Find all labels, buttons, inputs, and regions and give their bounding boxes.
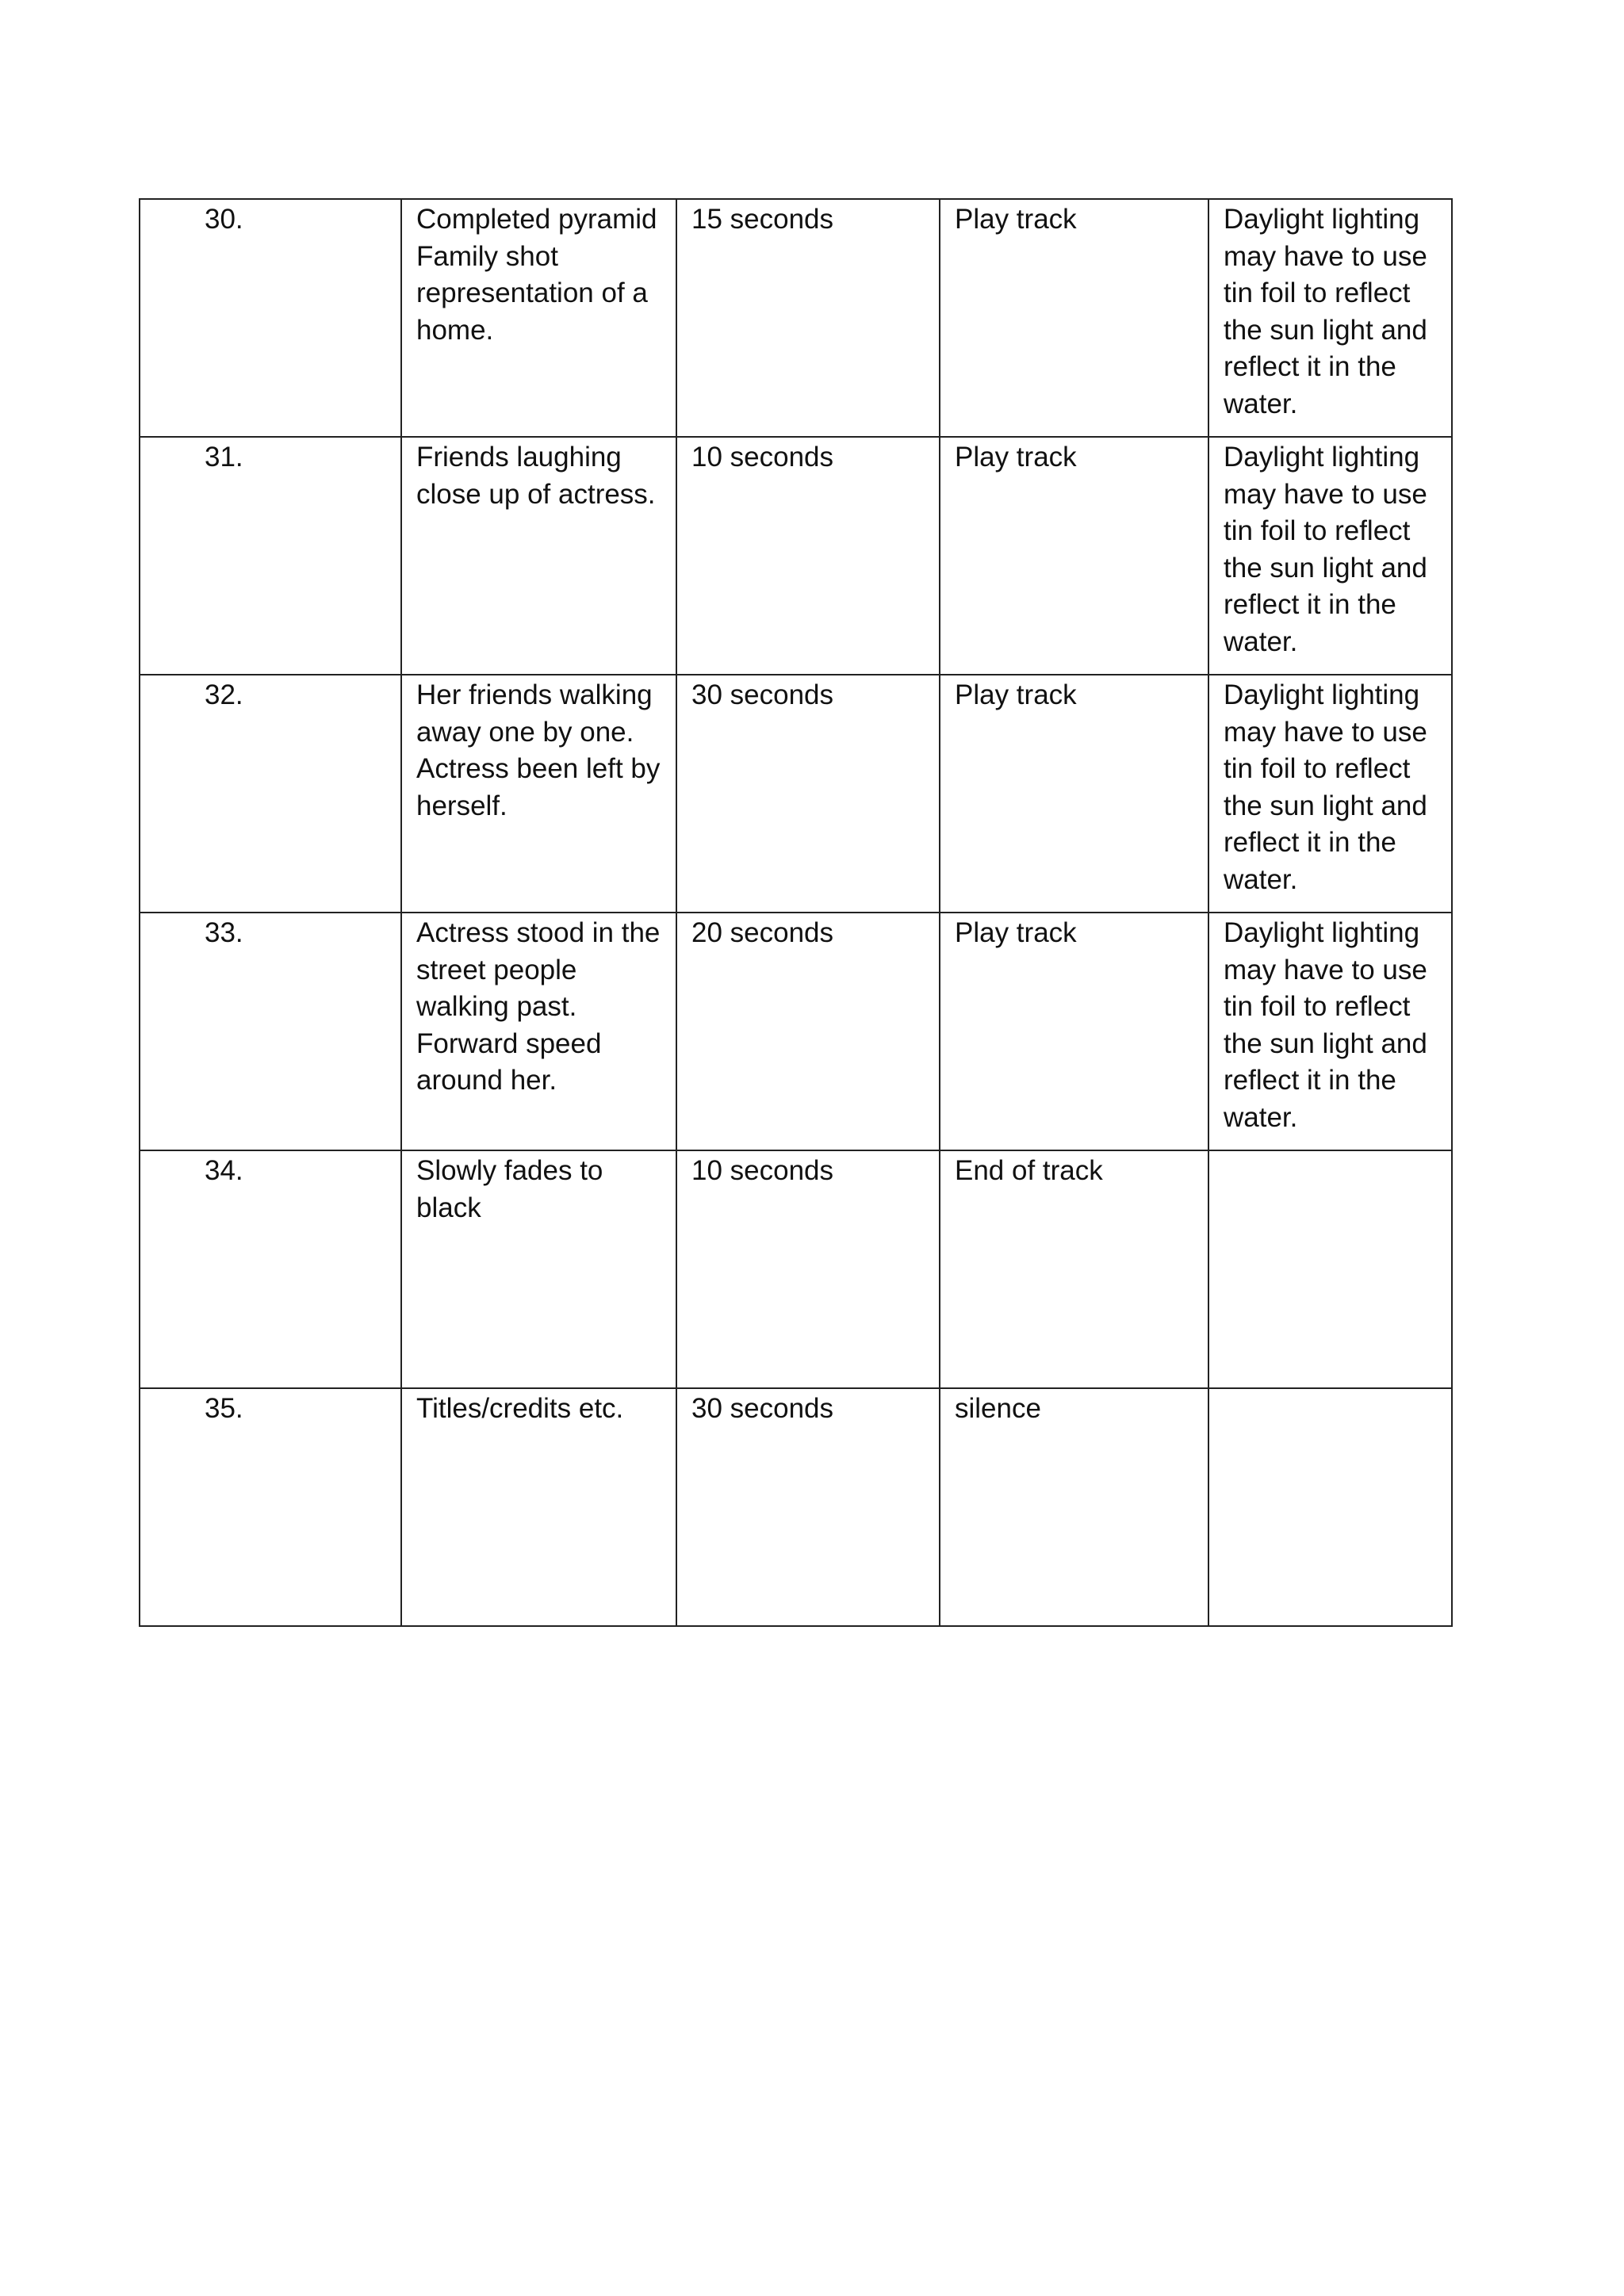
shot-number-cell: 30. <box>140 199 401 437</box>
shot-duration-cell: 30 seconds <box>676 675 940 913</box>
shot-description-cell: Completed pyramid Family shot representation of a home. <box>401 199 676 437</box>
shot-description-cell: Slowly fades to black <box>401 1150 676 1388</box>
table-row <box>140 1150 1452 1388</box>
shot-description-cell: Titles/credits etc. <box>401 1388 676 1626</box>
shot-sound-cell: Play track <box>940 675 1208 913</box>
shot-duration-cell: 10 seconds <box>676 1150 940 1388</box>
shot-number-cell: 31. <box>140 437 401 675</box>
shot-sound-cell: End of track <box>940 1150 1208 1388</box>
table-row <box>140 675 1452 913</box>
shot-notes-cell: Daylight lighting may have to use tin foil to reflect the sun light and reflect it in the water. <box>1208 675 1452 913</box>
table-row <box>140 913 1452 1150</box>
table-row <box>140 1388 1452 1626</box>
shot-notes-cell: Daylight lighting may have to use tin foil to reflect the sun light and reflect it in the water. <box>1208 913 1452 1150</box>
shot-duration-cell: 20 seconds <box>676 913 940 1150</box>
table-row <box>140 437 1452 675</box>
shot-number-cell: 33. <box>140 913 401 1150</box>
shot-sound-cell: Play track <box>940 199 1208 437</box>
shot-duration-cell: 15 seconds <box>676 199 940 437</box>
shot-number-cell: 35. <box>140 1388 401 1626</box>
shot-duration-cell: 10 seconds <box>676 437 940 675</box>
shot-description-cell: Friends laughing close up of actress. <box>401 437 676 675</box>
shot-notes-cell: Daylight lighting may have to use tin foil to reflect the sun light and reflect it in the water. <box>1208 437 1452 675</box>
shot-description-cell: Her friends walking away one by one. Actress been left by herself. <box>401 675 676 913</box>
shot-list-table <box>139 198 1453 1627</box>
shot-notes-cell <box>1208 1150 1452 1388</box>
shot-number-cell: 32. <box>140 675 401 913</box>
shot-notes-cell <box>1208 1388 1452 1626</box>
shot-sound-cell: silence <box>940 1388 1208 1626</box>
table-row <box>140 199 1452 437</box>
shot-number-cell: 34. <box>140 1150 401 1388</box>
shot-description-cell: Actress stood in the street people walking past. Forward speed around her. <box>401 913 676 1150</box>
shot-sound-cell: Play track <box>940 437 1208 675</box>
shot-duration-cell: 30 seconds <box>676 1388 940 1626</box>
shot-sound-cell: Play track <box>940 913 1208 1150</box>
shot-notes-cell: Daylight lighting may have to use tin foil to reflect the sun light and reflect it in the water. <box>1208 199 1452 437</box>
